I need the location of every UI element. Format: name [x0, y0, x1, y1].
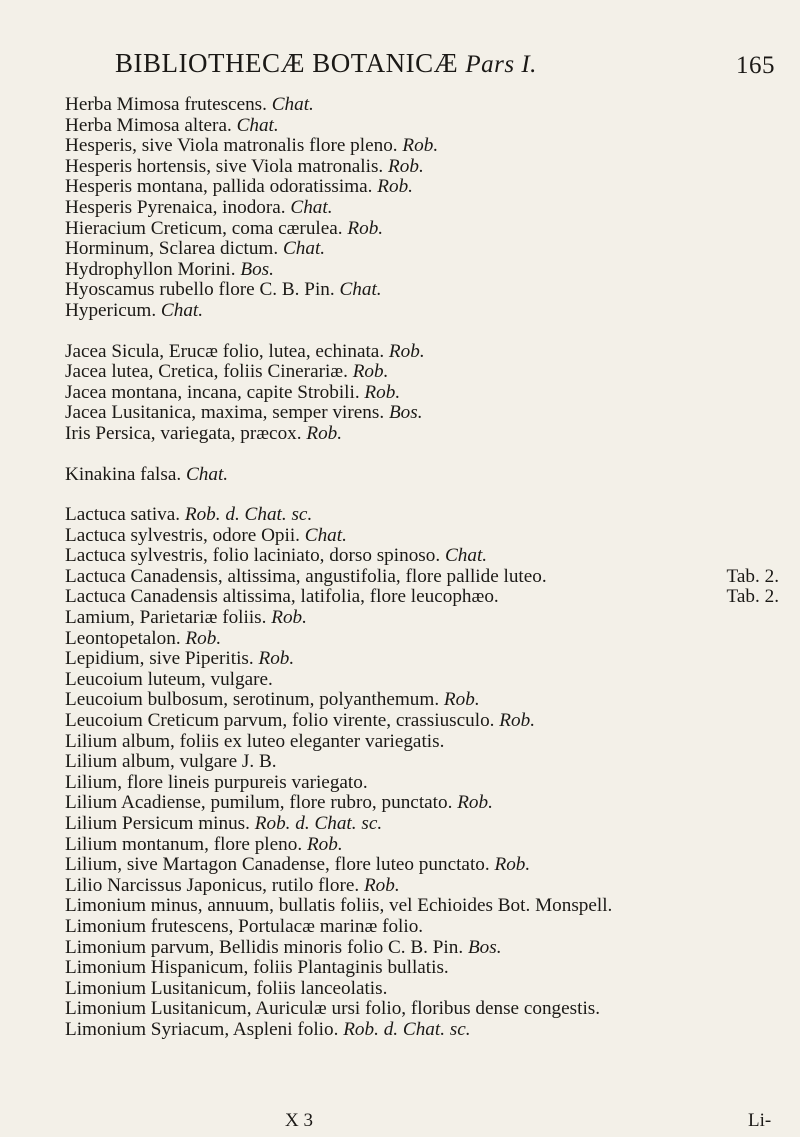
- entry-reference: Rob.: [306, 834, 343, 855]
- entry-line: [65, 301, 793, 322]
- entry-text: Lilium Acadiense, pumilum, flore rubro, punctato.: [65, 793, 453, 814]
- entry-text: Lilium album, vulgare J. B.: [65, 752, 277, 773]
- entry-reference: Rob.: [347, 218, 384, 239]
- entry-plate-reference: Tab. 2.: [726, 566, 779, 587]
- entry-reference: Rob.: [388, 156, 424, 177]
- entry-line: [65, 938, 793, 959]
- part-label: Pars I.: [465, 51, 537, 78]
- entry-text: Limonium parvum, Bellidis minoris folio C. B. Pin.: [65, 937, 464, 958]
- entry-text: Iris Persica, variegata, præcox.: [65, 423, 302, 444]
- entry-line: [65, 793, 793, 814]
- entry-reference: Rob. d. Chat. sc.: [254, 814, 383, 834]
- entry-text: Lactuca sylvestris, odore Opii.: [65, 525, 300, 546]
- entry-text: Hesperis montana, pallida odoratissima.: [65, 177, 373, 198]
- entry-reference: Rob.: [457, 793, 493, 814]
- page-number: 165: [736, 52, 775, 79]
- entry-line: [65, 465, 793, 486]
- entry-text: Herba Mimosa frutescens.: [65, 95, 267, 115]
- entry-text: Limonium Hispanicum, foliis Plantaginis bullatis.: [65, 958, 449, 979]
- entry-text: Lactuca Canadensis, altissima, angustifolia, flore pallide luteo.: [65, 566, 547, 587]
- entry-line: [65, 136, 793, 157]
- entry-plate-reference: Tab. 2.: [726, 587, 779, 608]
- entry-text: Lactuca sylvestris, folio laciniato, dorso spinoso.: [65, 546, 441, 567]
- entry-reference: Rob.: [364, 382, 401, 403]
- entry-line: [65, 587, 793, 608]
- entry-line: [65, 649, 793, 670]
- catalogue-entries: [65, 95, 793, 1041]
- entry-line: [65, 403, 793, 424]
- entry-text: Lilium, sive Martagon Canadense, flore luteo punctato.: [65, 855, 490, 876]
- entry-reference: Rob.: [271, 608, 307, 629]
- entry-text: Jacea lutea, Cretica, foliis Cinerariæ.: [65, 362, 348, 383]
- entry-reference: Rob.: [258, 649, 295, 670]
- entry-line: [65, 383, 793, 404]
- entry-text: Kinakina falsa.: [65, 464, 182, 485]
- entry-line: [65, 567, 793, 588]
- entry-line: [65, 711, 793, 732]
- entry-text: Jacea Sicula, Erucæ folio, lutea, echinata.: [65, 341, 385, 362]
- entry-text: Limonium Lusitanicum, Auriculæ ursi folio, floribus dense congestis.: [65, 999, 601, 1020]
- entry-line: [65, 116, 793, 137]
- entry-text: Limonium minus, annuum, bullatis foliis, vel Echioides Bot. Monspell.: [65, 896, 613, 917]
- entry-reference: Rob.: [185, 628, 222, 649]
- entry-line: [65, 999, 793, 1020]
- entry-reference: Rob.: [499, 711, 535, 732]
- entry-reference: Rob.: [352, 362, 389, 383]
- entry-text: Jacea Lusitanica, maxima, semper virens.: [65, 403, 385, 424]
- entry-text: Leontopetalon.: [65, 628, 181, 649]
- entry-line: [65, 752, 793, 773]
- entry-reference: Rob.: [306, 423, 343, 444]
- entry-text: Lactuca Canadensis altissima, latifolia, flore leucophæo.: [65, 587, 499, 608]
- entry-reference: Bos.: [388, 403, 423, 424]
- entry-line: [65, 505, 793, 526]
- entry-reference: Rob.: [377, 177, 413, 198]
- entry-line: [65, 362, 793, 383]
- entry-text: Limonium Syriacum, Aspleni folio.: [65, 1019, 339, 1040]
- entry-line: [65, 814, 793, 835]
- entry-reference: Chat.: [236, 115, 279, 136]
- entry-text: Limonium frutescens, Portulacæ marinæ folio.: [65, 916, 424, 937]
- entry-line: [65, 546, 793, 567]
- entry-line: [65, 917, 793, 938]
- entry-reference: Rob.: [402, 136, 439, 157]
- entry-line: [65, 1020, 793, 1041]
- entry-text: Hesperis Pyrenaica, inodora.: [65, 197, 286, 218]
- entry-line: [65, 280, 793, 301]
- entry-line: [65, 629, 793, 650]
- entry-line: [65, 157, 793, 178]
- entry-line: [65, 690, 793, 711]
- entry-text: Lamium, Parietariæ foliis.: [65, 608, 267, 629]
- entry-line: [65, 424, 793, 445]
- entry-line: [65, 198, 793, 219]
- entry-reference: Bos.: [467, 937, 502, 958]
- entry-line: [65, 177, 793, 198]
- entry-line: [65, 526, 793, 547]
- entry-text: Hesperis, sive Viola matronalis flore pleno.: [65, 136, 398, 157]
- entry-text: Lilium Persicum minus.: [65, 814, 250, 834]
- entry-text: Jacea montana, incana, capite Strobili.: [65, 382, 360, 403]
- entry-reference: Chat.: [444, 546, 488, 567]
- entry-line: [65, 670, 793, 691]
- entry-text: Leucoium Creticum parvum, folio virente, crassiusculo.: [65, 711, 495, 732]
- entry-reference: Rob. d. Chat. sc.: [184, 505, 313, 526]
- entry-text: Hyoscamus rubello flore C. B. Pin.: [65, 280, 335, 301]
- entry-text: Lilio Narcissus Japonicus, rutilo flore.: [65, 875, 360, 896]
- entry-reference: Rob. d. Chat. sc.: [343, 1019, 471, 1040]
- entry-line: [65, 608, 793, 629]
- entry-reference: Rob.: [494, 855, 531, 876]
- entry-text: Hieracium Creticum, coma cærulea.: [65, 218, 343, 239]
- entry-reference: Chat.: [185, 464, 229, 485]
- entry-text: Hypericum.: [65, 300, 157, 321]
- entry-text: Hesperis hortensis, sive Viola matronalis.: [65, 156, 384, 177]
- entry-text: Leucoium luteum, vulgare.: [65, 669, 273, 690]
- entry-line: [65, 773, 793, 794]
- entry-reference: Rob.: [388, 341, 425, 362]
- entry-reference: Rob.: [363, 875, 400, 896]
- entry-text: Lilium album, foliis ex luteo eleganter variegatis.: [65, 731, 445, 752]
- entry-line: [65, 342, 793, 363]
- entry-line: [65, 260, 793, 281]
- entry-text: Leucoium bulbosum, serotinum, polyanthemum.: [65, 690, 440, 711]
- entry-line: [65, 219, 793, 240]
- entry-reference: Chat.: [160, 300, 204, 321]
- entry-text: Herba Mimosa altera.: [65, 115, 232, 136]
- entry-reference: Chat.: [282, 239, 326, 260]
- catchword: Li-: [748, 1110, 772, 1131]
- entry-text: Limonium Lusitanicum, foliis lanceolatis.: [65, 978, 388, 999]
- entry-reference: Chat.: [290, 197, 333, 218]
- signature-mark: X 3: [285, 1110, 313, 1131]
- entry-text: Horminum, Sclarea dictum.: [65, 239, 279, 260]
- entry-line: [65, 95, 793, 116]
- entry-line: [65, 896, 793, 917]
- running-title: BIBLIOTHECÆ BOTANICÆ: [115, 48, 459, 78]
- entry-line: [65, 876, 793, 897]
- entry-reference: Bos.: [240, 259, 274, 280]
- entry-text: Lepidium, sive Piperitis.: [65, 649, 254, 670]
- entry-text: Hydrophyllon Morini.: [65, 259, 236, 280]
- entry-reference: Chat.: [271, 95, 314, 115]
- entry-text: Lactuca sativa.: [65, 505, 181, 526]
- entry-reference: Chat.: [304, 525, 347, 546]
- entry-text: Lilium, flore lineis purpureis variegato.: [65, 772, 368, 793]
- entry-line: [65, 979, 793, 1000]
- entry-line: [65, 732, 793, 753]
- entry-text: Lilium montanum, flore pleno.: [65, 834, 303, 855]
- entry-reference: Chat.: [339, 280, 382, 301]
- running-head: [115, 48, 775, 79]
- entry-line: [65, 855, 793, 876]
- entry-line: [65, 835, 793, 856]
- entry-line: [65, 958, 793, 979]
- entry-line: [65, 239, 793, 260]
- entry-reference: Rob.: [443, 690, 480, 711]
